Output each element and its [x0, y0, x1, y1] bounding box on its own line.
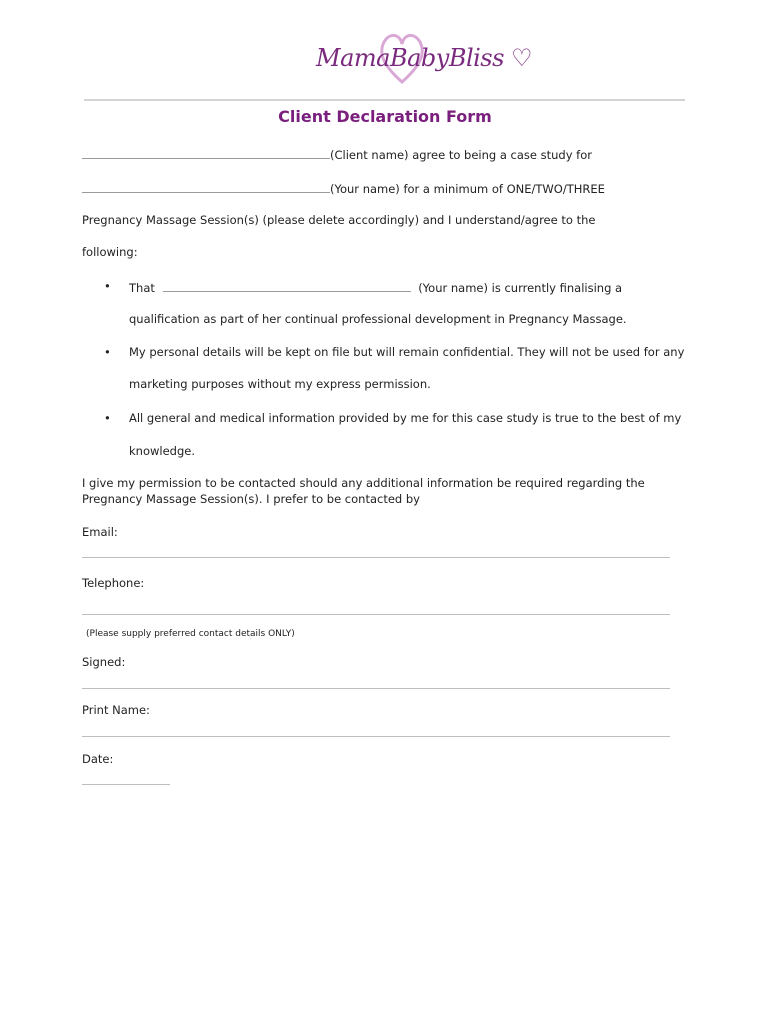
bullet-2-line-2: marketing purposes without my express permission.	[129, 377, 431, 391]
sessions-line: Pregnancy Massage Session(s) (please delete accordingly) and I understand/agree to the	[82, 213, 596, 227]
signed-field[interactable]	[82, 688, 670, 689]
your-name-text: (Your name) for a minimum of ONE/TWO/THREE	[330, 182, 605, 196]
telephone-field[interactable]	[82, 614, 670, 615]
bullet-dot: •	[104, 279, 111, 293]
client-name-line	[82, 146, 592, 162]
your-name-field[interactable]	[82, 180, 330, 193]
bullet-dot: •	[104, 345, 111, 359]
bullet-1-line	[129, 279, 622, 295]
bullet-1-prefix: That	[129, 281, 155, 295]
print-name-field[interactable]	[82, 736, 670, 737]
bullet-dot: •	[104, 411, 111, 425]
logo	[300, 30, 533, 92]
email-label: Email:	[82, 525, 118, 539]
date-label: Date:	[82, 752, 114, 766]
page-title: Client Declaration Form	[278, 107, 492, 126]
your-name-line	[82, 180, 605, 196]
bullet-1-continuation: qualification as part of her continual professional development in Pregnancy Massage.	[129, 312, 627, 326]
permission-line-1: I give my permission to be contacted should any additional information be required regarding the	[82, 476, 645, 490]
bullet-2-line-1: My personal details will be kept on file but will remain confidential. They will not be used for any	[129, 345, 685, 359]
email-field[interactable]	[82, 557, 670, 558]
date-field[interactable]	[82, 784, 170, 785]
header-divider	[84, 99, 685, 101]
permission-line-2: Pregnancy Massage Session(s). I prefer to be contacted by	[82, 492, 420, 506]
signed-label: Signed:	[82, 655, 126, 669]
following-line: following:	[82, 245, 138, 259]
bullet-1-suffix: (Your name) is currently finalising a	[418, 281, 623, 295]
contact-note: (Please supply preferred contact details ONLY)	[86, 629, 295, 639]
client-name-text: (Client name) agree to being a case study for	[330, 148, 592, 162]
bullet-3-line-1: All general and medical information provided by me for this case study is true to the best of my	[129, 411, 682, 425]
client-name-field[interactable]	[82, 146, 330, 159]
logo-text: MamaBabyBliss ♡	[316, 44, 533, 72]
bullet-3-line-2: knowledge.	[129, 444, 195, 458]
practitioner-name-field[interactable]	[163, 279, 411, 292]
print-name-label: Print Name:	[82, 703, 150, 717]
telephone-label: Telephone:	[82, 576, 145, 590]
